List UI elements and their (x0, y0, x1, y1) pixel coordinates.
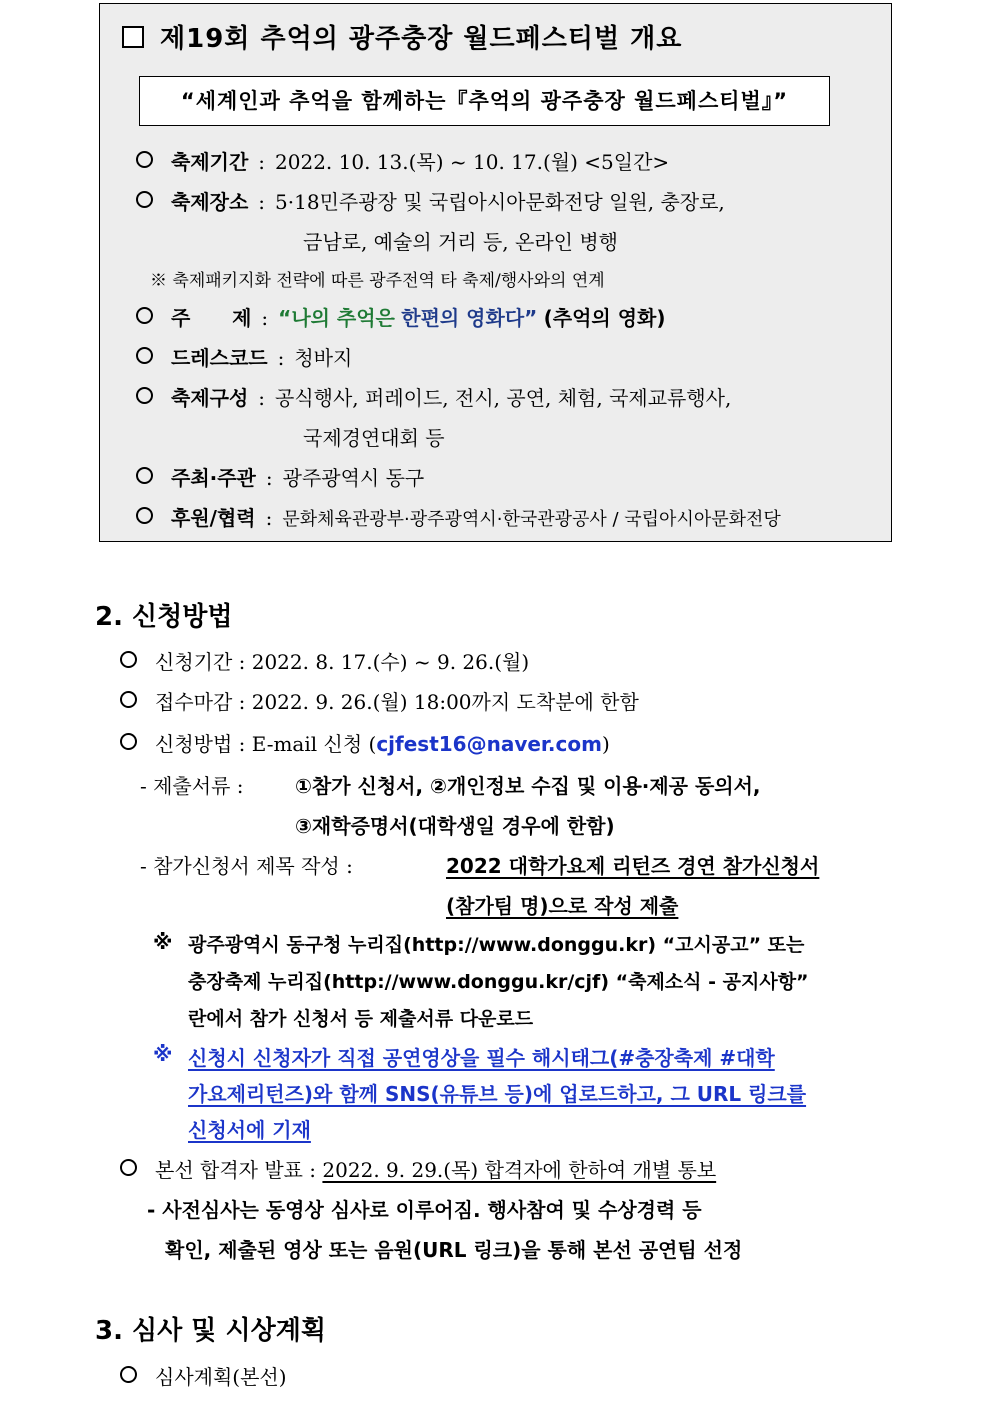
bullet-circle-icon (136, 307, 153, 324)
announce-value: 2022. 9. 29.(목) 합격자에 한하여 개별 통보 (322, 1158, 717, 1182)
announce: 본선 합격자 발표 : 2022. 9. 29.(목) 합격자에 한하여 개별 통보 (120, 1154, 716, 1183)
apply-method: 신청방법 : E-mail 신청 (cjfest16@naver.com) (120, 728, 610, 757)
bullet-circle-icon (120, 733, 137, 750)
bullet-circle-icon (120, 651, 137, 668)
section3-heading: 3. 심사 및 시상계획 (95, 1316, 326, 1346)
festival-slogan: “세계인과 추억을 함께하는『추억의 광주충장 월드페스티벌』” (139, 76, 830, 126)
email-link[interactable]: cjfest16@naver.com (376, 732, 602, 756)
prescreen-line-1: - 사전심사는 동영상 심사로 이루어짐. 행사참여 및 수상경력 등 (147, 1198, 702, 1222)
section2-heading: 2. 신청방법 (95, 602, 233, 632)
bullet-circle-icon (136, 191, 153, 208)
checkbox-square-icon (122, 26, 144, 48)
note1-mark: ※ (153, 930, 173, 954)
item-host: 주최·주관 : 광주광역시 동구 (136, 462, 424, 491)
theme-part-2: 한편의 영화다” (401, 306, 538, 330)
item-theme: 주 제 : “나의 추억은 한편의 영화다” (추억의 영화) (136, 302, 666, 331)
note1-line-2: 충장축제 누리집(http://www.donggu.kr/cjf) “축제소식 - 공지사항” (188, 971, 809, 993)
docs-line-2: ③재학증명서(대학생일 경우에 한함) (295, 814, 615, 838)
festival-overview-box (99, 3, 892, 542)
note2-line-2: 가요제리턴즈)와 함께 SNS(유튜브 등)에 업로드하고, 그 URL 링크를 (188, 1082, 807, 1106)
item-venue: 축제장소 : 5·18민주광장 및 국립아시아문화전당 일원, 충장로, (136, 186, 725, 215)
theme-part-3: (추억의 영화) (543, 306, 666, 330)
subject-label: - 참가신청서 제목 작성 : (140, 854, 353, 878)
bullet-circle-icon (136, 467, 153, 484)
note2-line-1: 신청시 신청자가 직접 공연영상을 필수 해시태그(#충장축제 #대학 (188, 1046, 775, 1070)
apply-period: 신청기간 : 2022. 8. 17.(수) ~ 9. 26.(월) (120, 646, 529, 675)
judging-plan: 심사계획(본선) (120, 1361, 287, 1390)
bullet-circle-icon (136, 347, 153, 364)
item-period: 축제기간 : 2022. 10. 13.(목) ~ 10. 17.(월) <5일간> (136, 146, 669, 175)
bullet-circle-icon (120, 691, 137, 708)
bullet-circle-icon (120, 1159, 137, 1176)
item-program-cont: 국제경연대회 등 (303, 426, 445, 450)
theme-part-1: “나의 추억은 (278, 306, 395, 330)
bullet-circle-icon (136, 387, 153, 404)
docs-line-1: ①참가 신청서, ②개인정보 수집 및 이용·제공 동의서, (295, 774, 761, 798)
apply-deadline: 접수마감 : 2022. 9. 26.(월) 18:00까지 도착분에 한함 (120, 686, 639, 715)
note1-line-1: 광주광역시 동구청 누리집(http://www.donggu.kr) “고시공고” 또는 (188, 934, 805, 956)
item-sponsor: 후원/협력 : 문화체육관광부·광주광역시·한국관광공사 / 국립아시아문화전당 (136, 502, 781, 531)
item-program: 축제구성 : 공식행사, 퍼레이드, 전시, 공연, 체험, 국제교류행사, (136, 382, 731, 411)
subject-line-1: 2022 대학가요제 리턴즈 경연 참가신청서 (446, 854, 820, 878)
item-dresscode: 드레스코드 : 청바지 (136, 342, 352, 371)
bullet-circle-icon (136, 507, 153, 524)
docs-label: - 제출서류 : (140, 774, 244, 798)
note2-mark: ※ (153, 1042, 173, 1066)
item-venue-cont: 금남로, 예술의 거리 등, 온라인 병행 (303, 230, 618, 254)
venue-note: ※ 축제패키지화 전략에 따른 광주전역 타 축제/행사와의 연계 (150, 271, 605, 291)
bullet-circle-icon (120, 1366, 137, 1383)
bullet-circle-icon (136, 151, 153, 168)
note2-line-3: 신청서에 기재 (188, 1118, 311, 1142)
subject-line-2: (참가팀 명)으로 작성 제출 (446, 894, 679, 918)
note1-line-3: 란에서 참가 신청서 등 제출서류 다운로드 (188, 1008, 534, 1030)
prescreen-line-2: 확인, 제출된 영상 또는 음원(URL 링크)을 통해 본선 공연팀 선정 (165, 1238, 743, 1262)
overview-title: 제19회 추억의 광주충장 월드페스티벌 개요 (122, 18, 682, 55)
